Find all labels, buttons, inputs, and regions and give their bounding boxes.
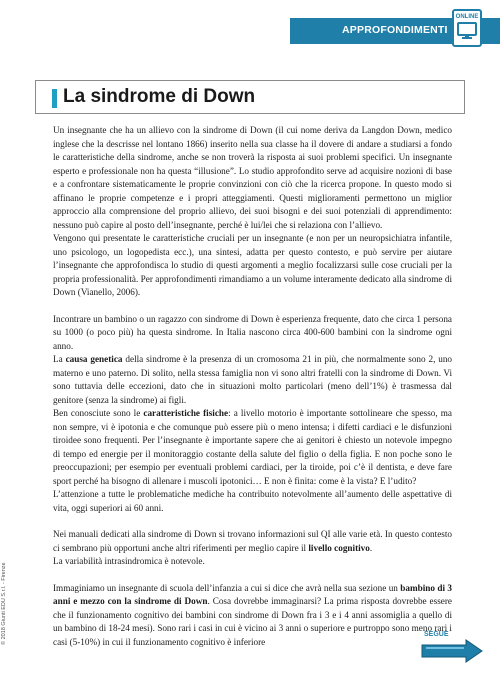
- monitor-icon: [457, 22, 477, 40]
- bold-term: caratteristiche fisiche: [143, 408, 229, 418]
- paragraph-intro: Un insegnante che ha un allievo con la sindrome di Down (il cui nome deriva da Langdon Down, medico inglese che la descrisse nel lontano 1866) inserito nella sua classe ha il dovere di andare a studiarsi a fondo le caratteristiche della sindrome, anche se non troverà la risposta ai suoi problemi specifici. Un insegnante esperto e professionale non ha questa “illusione”. Lo studio approfondito serve ad acquisire nozioni di base e a confrontare sistematicamente le proprie convinzioni con ciò che la ricerca propone. In questo modo si affinano le proprie competenze e i propri atteggiamenti. Questi miglioramenti permettono un miglior approccio alla comprensione del proprio allievo, dei suoi bisogni e dei suoi potenziali di apprendimento: nessuno può capire al posto dell’insegnante, perché è lui/lei che si relaziona con l’allievo.: [53, 125, 452, 230]
- paragraph-example-child: [53, 582, 452, 650]
- segue-button[interactable]: [420, 631, 486, 665]
- bold-term: bambino di 3 anni e mezzo con la sindrome di Down: [53, 582, 453, 606]
- text-span: Immaginiamo un insegnante di scuola dell’infanzia a cui si dice che avrà nella sua sezione un: [53, 582, 401, 593]
- bold-term: livello cognitivo: [308, 542, 370, 553]
- segue-label: SEGUE: [424, 631, 449, 638]
- online-badge-label: ONLINE: [455, 14, 479, 20]
- bold-term: causa genetica: [65, 354, 123, 364]
- text-span: della sindrome è la presenza di un cromosoma 21 in più, che normalmente sono 2, uno materno e uno paterno. Di solito, nella stessa famiglia non vi sono altri fratelli con la sindrome di Down. Vi sono tuttavia delle eccezioni, dato che in situazioni molto particolari (meno dell’1%) è trasmessa dal genitore (senza la sindrome) ai figli.: [53, 354, 453, 405]
- text-span: La: [53, 354, 66, 364]
- paragraph-presentation: Vengono qui presentate le caratteristiche cruciali per un insegnante (e non per un neuropsichiatra infantile, uno psicologo, un logopedista ecc.), una sintesi, adatta per questo contesto, e può servire per aiutare l’insegnante che approfondisca lo studio di questi argomenti a meglio focalizzarsi sulle cose cruciali per la propria professionalità. Per approfondimenti rimandiamo a un volume interamente dedicato alla sindrome di Down (Vianello, 2006).: [53, 233, 452, 297]
- paragraph-frequency: Incontrare un bambino o un ragazzo con sindrome di Down è esperienza frequente, dato che circa 1 persona su 1000 (o poco più) ha questa sindrome. In Italia nascono circa 400-600 bambini con la sindrome ogni anno.: [53, 313, 452, 351]
- text-span: Nei manuali dedicati alla sindrome di Down si trovano informazioni sul QI alle varie età. In questo contesto ci sembrano più opportuni anche altri riferimenti per meglio capire il: [53, 529, 452, 553]
- title-accent-bar: [52, 89, 57, 108]
- paragraph-life-expectancy: L’attenzione a tutte le problematiche mediche ha contribuito notevolmente all’aumento delle aspettative di vita, oggi superiori ai 60 anni.: [53, 489, 452, 513]
- text-span: Ben conosciute sono le: [53, 408, 144, 418]
- paragraph-variability: La variabilità intrasindromica è notevole.: [53, 556, 205, 566]
- section-label: APPROFONDIMENTI: [342, 24, 448, 36]
- paragraph-genetic-cause: [53, 353, 452, 407]
- copyright-note: © 2018 Giunti EDU S.r.l. - Firenze: [1, 562, 7, 645]
- text-span: . Cosa dovrebbe immaginarsi? La prima risposta dovrebbe essere che il funzionamento cognitivo dei bambini con sindrome di Down fra i 3 e i 4 anni assomiglia a quello di un bambino di 18-24 mesi). Sono rari i casi in cui è vicino ai 3 anni o superiore e purtroppo sono meno rari i casi (5-10%) in cui il funzionamento cognitivo è inferiore: [53, 596, 452, 647]
- arrow-right-icon: [420, 639, 484, 663]
- online-badge[interactable]: [452, 9, 482, 47]
- article-body: [53, 124, 452, 649]
- paragraph-cognitive-level: [53, 528, 452, 555]
- text-span: : a livello motorio è importante sottolineare che spesso, ma non sempre, vi è ipotonia e che comunque può essere più o meno intensa; i difetti cardiaci e le disfunzioni tiroidee sono frequenti. Per l’insegnante è importante sapere che ai genitori è chiesto un notevole impegno di tempo ed energie per il monitoraggio costante della salute del figlio o della figlia. E non poche sono le preoccupazioni; per esempio per eventuali problemi cardiaci, per la tiroide, poi c’è il dentista, e deve fare sport perché ha bisogno di allenare i muscoli ipotonici… E non è finita: come è la vista? E l’udito?: [53, 408, 453, 486]
- page-title: La sindrome di Down: [63, 86, 256, 107]
- paragraph-physical-traits: [53, 407, 452, 488]
- text-span: .: [369, 542, 373, 553]
